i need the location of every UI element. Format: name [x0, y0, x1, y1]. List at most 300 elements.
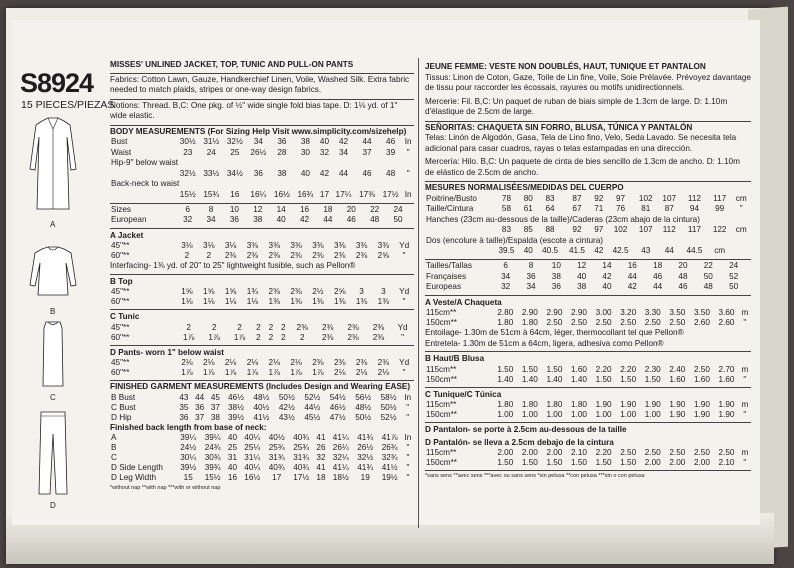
table-cell: 112: [662, 225, 676, 235]
table-cell: m: [741, 400, 749, 410]
table-cell: 36: [551, 282, 561, 292]
yardage-view-heading: C Tunic: [110, 312, 140, 322]
table-cell: [746, 272, 751, 283]
table-cell: 32¼: [332, 453, 349, 463]
table-cell: 1.60: [669, 374, 686, 384]
table-cell: 58½: [380, 392, 397, 402]
table-cell: 2.50: [693, 448, 710, 458]
table-row: [425, 308, 751, 318]
table-cell: 2: [256, 322, 261, 332]
view-a-jacket-drawing: [28, 115, 78, 215]
row-label: 150cm**: [426, 318, 457, 328]
table-cell: 1.00: [620, 410, 637, 420]
table-cell: 40: [227, 433, 238, 443]
row-label: Hanches (23cm au-dessous de la taille)/Caderas (23cm abajo de la cintura): [426, 214, 700, 224]
table-cell: 1.50: [595, 374, 612, 384]
table-cell: 30¾: [204, 453, 221, 463]
table-cell: 50½: [380, 402, 397, 412]
english-column: [110, 60, 414, 492]
table-cell: 1¾: [246, 287, 259, 297]
table-cell: 31: [227, 453, 238, 463]
table-cell: 2.90: [521, 308, 538, 318]
table-cell: 16: [300, 204, 310, 214]
table-cell: 50: [729, 282, 739, 292]
table-cell: 1⅞: [290, 368, 302, 378]
table-cell: 26¼: [332, 443, 349, 453]
table-row: [110, 137, 414, 148]
table-cell: 1.50: [546, 364, 563, 374]
table-cell: 12: [577, 261, 587, 271]
table-row: [110, 453, 414, 463]
table-cell: 46½: [228, 392, 244, 402]
table-cell: 107: [662, 193, 677, 203]
row-label: 150cm**: [426, 410, 457, 420]
table-cell: 117: [713, 193, 727, 203]
table-cell: ": [401, 332, 405, 342]
table-cell: 44.5: [686, 246, 703, 256]
row-label: European: [111, 215, 147, 225]
row-label: C Bust: [111, 402, 136, 412]
table-cell: 33½: [203, 168, 220, 178]
table-cell: 92: [594, 193, 604, 203]
table-cell: 37: [210, 402, 220, 412]
table-cell: m: [741, 308, 749, 318]
table-cell: 71: [594, 204, 604, 214]
table-cell: ": [406, 443, 410, 453]
table-cell: 2: [299, 332, 305, 342]
table-cell: 2.30: [644, 364, 661, 374]
table-cell: [410, 205, 414, 216]
table-cell: 38: [210, 412, 220, 422]
yardage-table: [110, 323, 414, 343]
table-cell: 41½: [253, 412, 270, 422]
table-cell: 2½: [312, 287, 324, 297]
table-cell: 102: [638, 193, 653, 203]
table-cell: 83: [545, 193, 555, 203]
row-label: Tailles/Tallas: [426, 261, 472, 271]
table-row: [425, 261, 751, 272]
table-cell: 20: [346, 204, 356, 214]
table-cell: 1.50: [595, 458, 612, 468]
table-cell: 2.10: [718, 458, 735, 468]
yardage-view-heading-es: D Pantalón- se lleva a 2.5cm debajo de la cintura: [425, 437, 614, 447]
table-cell: 40¼: [244, 433, 261, 443]
table-cell: 19: [360, 473, 370, 483]
table-cell: 18: [323, 204, 333, 214]
french-notions-text: Mercerie: Fil. B,C: Un paquet de ruban de biais simple de 1.3cm de large. D: 1.10m d'élastique de 2.5cm de large.: [425, 96, 728, 116]
metric-yardage-section: [425, 298, 751, 472]
table-cell: 28: [277, 147, 287, 157]
body-measurements-heading: BODY MEASUREMENTS (For Sizing Help Visit www.simplicity.com/sizehelp): [110, 126, 407, 136]
table-row: [425, 400, 751, 410]
table-row: [110, 358, 414, 368]
view-label-c: C: [50, 393, 56, 402]
table-cell: 2⅜: [347, 322, 359, 332]
table-cell: 44: [664, 246, 674, 256]
french-spanish-column: [425, 62, 751, 480]
table-cell: 34½: [226, 168, 243, 178]
table-cell: 1.40: [571, 374, 587, 384]
table-cell: 39¾: [204, 463, 221, 473]
table-cell: 16: [227, 473, 238, 483]
table-row: [110, 205, 414, 216]
row-label: 45"**: [111, 358, 130, 368]
table-cell: 32¾: [381, 453, 398, 463]
pieces-count: 15 PIECES/PIEZAS: [21, 99, 115, 111]
finished-measurements-table: [110, 393, 414, 423]
table-cell: 22: [703, 261, 713, 271]
table-cell: 2: [186, 322, 191, 332]
table-cell: 3⅜: [246, 241, 259, 251]
table-cell: 2: [206, 251, 212, 261]
table-cell: [731, 246, 751, 257]
table-cell: 31¾: [268, 453, 285, 463]
table-cell: 2⅝: [334, 287, 346, 297]
table-row: [425, 194, 751, 205]
table-cell: 36: [195, 402, 205, 412]
table-cell: 2⅜: [372, 332, 385, 342]
row-label: D Leg Width: [111, 473, 157, 483]
row-label: 45"**: [111, 287, 130, 297]
table-cell: Yd: [399, 287, 410, 297]
table-cell: 46: [362, 168, 372, 178]
row-label: 45"**: [111, 241, 130, 251]
table-cell: 15½: [179, 189, 196, 199]
table-cell: 34: [526, 282, 536, 292]
table-cell: 1.90: [693, 400, 710, 410]
table-cell: 17¼: [335, 189, 352, 199]
table-cell: 2⅜: [246, 251, 259, 261]
view-c-tunic-drawing: [28, 320, 78, 390]
table-row: [425, 246, 751, 257]
table-cell: 1⅛: [203, 297, 215, 307]
yardage-table: [110, 287, 414, 307]
pattern-envelope: [6, 8, 774, 564]
row-label: [110, 169, 176, 180]
table-cell: 1.50: [497, 458, 514, 468]
table-row: [110, 190, 414, 201]
yardage-view-heading: A Jacket: [110, 230, 144, 240]
table-cell: ": [402, 251, 406, 261]
table-cell: 14: [276, 204, 286, 214]
table-cell: 3⅜: [377, 241, 390, 251]
table-cell: 2⅜: [347, 332, 359, 342]
table-cell: 2.50: [669, 448, 686, 458]
table-cell: 42: [300, 215, 310, 225]
table-cell: 32: [183, 215, 193, 225]
table-cell: 41¼: [332, 463, 349, 473]
table-cell: 97: [594, 225, 604, 235]
table-cell: 2.60: [693, 318, 710, 328]
table-cell: 32½: [357, 453, 374, 463]
table-row: [425, 282, 751, 293]
yardage-view-heading: D Pantalon- se porte à 2.5cm au-dessous de la taille: [425, 425, 627, 435]
row-label: Françaises: [426, 271, 467, 281]
row-label: 115cm**: [426, 364, 457, 374]
table-cell: 22: [370, 204, 380, 214]
table-cell: cm: [714, 246, 726, 256]
table-cell: 76: [615, 204, 626, 214]
table-cell: 36: [229, 215, 239, 225]
row-label: Poitrine/Busto: [426, 193, 477, 203]
table-row: [425, 215, 751, 226]
table-cell: 2.50: [669, 318, 686, 328]
table-cell: 3⅜: [312, 241, 324, 251]
finished-measurements-heading: FINISHED GARMENT MEASUREMENTS (Includes Design and Wearing EASE): [110, 382, 411, 392]
table-cell: 1.50: [521, 458, 538, 468]
table-cell: 17⅜: [359, 189, 376, 199]
table-cell: 20: [678, 261, 688, 271]
table-cell: 26¾: [381, 443, 398, 453]
table-cell: 40: [300, 168, 310, 178]
table-cell: 14: [602, 261, 612, 271]
table-cell: 25¾: [293, 443, 310, 453]
table-cell: 1⅝: [224, 287, 237, 297]
table-cell: 1.00: [497, 410, 514, 420]
table-cell: 8: [208, 204, 214, 214]
table-cell: 3⅛: [224, 241, 237, 251]
table-cell: 26½: [357, 443, 374, 453]
row-label: A: [111, 433, 117, 443]
table-cell: ": [406, 463, 410, 473]
table-cell: 44: [362, 137, 372, 146]
table-row: [110, 251, 414, 261]
table-cell: 1⅝: [181, 287, 193, 297]
table-cell: 2.00: [693, 458, 710, 468]
table-cell: 2⅜: [312, 358, 324, 368]
table-cell: 25: [227, 443, 238, 453]
table-cell: 1⅜: [355, 297, 368, 307]
table-cell: Yd: [397, 322, 408, 332]
table-cell: 1⅜: [334, 297, 346, 307]
table-cell: 2.00: [497, 448, 514, 458]
table-cell: 1⅜: [290, 297, 302, 307]
table-cell: ": [743, 374, 747, 384]
table-cell: 2.20: [620, 364, 637, 374]
table-cell: 2⅜: [377, 358, 390, 368]
row-label: D Side Length: [111, 463, 163, 473]
table-cell: 1.00: [521, 410, 538, 420]
table-cell: 1.60: [718, 374, 735, 384]
table-cell: 1.80: [521, 400, 538, 410]
yardage-view-heading: C Tunique/C Túnica: [425, 389, 502, 399]
table-row: [425, 448, 751, 458]
table-cell: 3.20: [620, 308, 637, 318]
table-cell: 97: [615, 193, 626, 203]
table-cell: 48½: [253, 392, 270, 402]
nap-footnote: *without nap **with nap ***with or without nap: [110, 485, 221, 492]
table-cell: 40¾: [293, 463, 310, 473]
table-cell: 40½: [253, 402, 270, 412]
table-cell: 30¼: [180, 453, 197, 463]
table-row: [425, 410, 751, 420]
table-cell: 88: [545, 225, 555, 235]
table-cell: 17: [272, 473, 282, 483]
table-cell: 56½: [355, 392, 372, 402]
table-row: [110, 323, 414, 333]
table-cell: 2.90: [571, 308, 587, 318]
table-cell: 2⅛: [246, 358, 259, 368]
table-cell: 41: [316, 463, 326, 473]
table-cell: 1⅜: [377, 297, 390, 307]
interfacing-note: Entoilage- 1.30m de 51cm à 64cm, léger, thermocollant tel que Pellon®: [425, 328, 684, 338]
table-cell: 43½: [278, 412, 295, 422]
table-cell: 50½: [278, 392, 295, 402]
table-cell: ": [406, 412, 410, 422]
table-cell: 16½: [244, 473, 261, 483]
table-cell: 3: [359, 287, 364, 297]
table-cell: 2.70: [718, 364, 735, 374]
table-row: [110, 463, 414, 473]
table-row: [110, 333, 414, 343]
table-row: [425, 458, 751, 468]
french-title: JEUNE FEMME: VESTE NON DOUBLÉS, HAUT, TUNIQUE ET PANTALON: [425, 62, 706, 71]
row-label: 60"**: [111, 251, 130, 261]
body-measurements-table: [110, 137, 414, 201]
table-cell: 87: [664, 204, 674, 214]
table-cell: 16¾: [297, 189, 314, 199]
table-row: [110, 403, 414, 413]
table-cell: [746, 282, 751, 293]
table-cell: 1.90: [669, 400, 686, 410]
row-label: Bust: [111, 137, 128, 146]
spanish-title: SEÑORITAS: CHAQUETA SIN FORRO, BLUSA, TÚNICA Y PANTALÓN: [425, 122, 693, 132]
table-cell: 1⅛: [224, 297, 237, 307]
table-cell: 2.50: [546, 318, 563, 328]
yardage-table: [110, 358, 414, 378]
table-cell: 34: [338, 147, 349, 157]
table-cell: 15½: [204, 473, 221, 483]
back-length-heading: Finished back length from base of neck:: [110, 422, 267, 432]
table-cell: 50: [393, 215, 403, 225]
table-cell: In: [404, 392, 412, 402]
table-cell: 39½: [180, 463, 197, 473]
table-row: [110, 241, 414, 251]
table-cell: 17½: [382, 189, 399, 199]
table-cell: 32½: [179, 168, 196, 178]
table-cell: 38: [577, 282, 587, 292]
table-cell: 23: [183, 147, 193, 157]
table-cell: 2⅜: [290, 251, 302, 261]
table-cell: 48½: [355, 402, 372, 412]
table-cell: [746, 261, 751, 272]
table-cell: 44½: [304, 402, 321, 412]
table-cell: 1.90: [644, 400, 661, 410]
table-row: [425, 365, 751, 375]
table-cell: 61: [523, 204, 533, 214]
table-cell: 10: [229, 204, 239, 214]
yardage-section: [110, 231, 414, 382]
table-cell: 8: [528, 261, 534, 271]
table-cell: 78: [501, 193, 512, 203]
table-cell: ": [406, 147, 410, 157]
table-cell: 2⅜: [334, 358, 346, 368]
metric-nap-footnote: *sans sens **avec sens ***avec ou sans sens *sin pelusa **con pelusa ***sin o con pelusa: [425, 473, 645, 480]
table-cell: 41¼: [332, 433, 349, 443]
table-cell: 25¼: [244, 443, 261, 453]
table-cell: 16: [627, 261, 637, 271]
table-cell: 3⅛: [203, 241, 215, 251]
table-cell: 1.50: [571, 458, 587, 468]
metric-measurements-table: [425, 194, 751, 258]
row-label: Taille/Cintura: [426, 204, 474, 214]
table-cell: 40½: [268, 433, 285, 443]
table-cell: 43: [179, 392, 189, 402]
table-row: [110, 413, 414, 423]
table-cell: 80: [523, 193, 533, 203]
table-cell: 41½: [381, 463, 398, 473]
table-cell: 30: [300, 147, 310, 157]
table-cell: 3.30: [644, 308, 661, 318]
table-cell: 39¼: [180, 433, 197, 443]
column-divider: [418, 58, 419, 528]
table-cell: 18: [316, 473, 326, 483]
row-label: Sizes: [111, 204, 132, 214]
yardage-table: [425, 448, 751, 468]
table-cell: 2: [237, 322, 242, 332]
table-cell: m: [741, 364, 749, 374]
row-label: 115cm**: [426, 308, 457, 318]
table-cell: 47½: [329, 412, 346, 422]
table-cell: 2⅜: [290, 287, 302, 297]
table-cell: cm: [735, 225, 747, 235]
view-b-top-drawing: [28, 245, 78, 300]
table-cell: 48: [370, 215, 380, 225]
table-cell: 2.00: [546, 448, 563, 458]
table-cell: 16¼: [250, 189, 267, 199]
interfacing-note: Interfacing- 1⅜ yd. of 20" to 25" lightweight fusible, such as Pellon®: [110, 261, 356, 271]
table-cell: 1.80: [497, 400, 514, 410]
table-cell: 38: [300, 137, 310, 146]
table-cell: 2⅛: [203, 358, 215, 368]
pattern-number: S8924: [20, 68, 94, 98]
row-label: 45"**: [111, 322, 130, 332]
row-label: 150cm**: [426, 458, 457, 468]
table-cell: 38: [253, 215, 263, 225]
row-label: [110, 190, 176, 201]
table-cell: 3⅜: [268, 241, 280, 251]
table-cell: 26: [316, 443, 326, 453]
table-cell: 16: [230, 189, 240, 199]
table-cell: ": [406, 473, 410, 483]
table-cell: 24¾: [204, 443, 221, 453]
table-cell: 2⅛: [377, 368, 390, 378]
table-cell: In: [404, 433, 412, 443]
row-label: 60"**: [111, 332, 130, 342]
table-cell: 32: [501, 282, 511, 292]
table-cell: 3⅜: [334, 241, 346, 251]
table-cell: 24: [206, 147, 216, 157]
table-cell: 46: [678, 282, 688, 292]
table-cell: 2⅛: [334, 368, 346, 378]
table-cell: 1.00: [571, 410, 587, 420]
table-cell: 44: [627, 271, 637, 281]
table-cell: 2: [268, 332, 274, 342]
metric-measurements-heading: MESURES NORMALISÉES/MEDIDAS DEL CUERPO: [425, 183, 624, 192]
yardage-view-heading: A Veste/A Chaqueta: [425, 297, 502, 307]
table-cell: 6: [185, 204, 190, 214]
table-cell: ": [402, 368, 406, 378]
table-cell: ": [406, 402, 410, 412]
table-row: [425, 204, 751, 215]
table-row: [425, 272, 751, 283]
table-cell: 35: [179, 402, 189, 412]
table-cell: 41.5: [568, 246, 585, 256]
table-cell: 87: [572, 193, 582, 203]
table-cell: 48: [703, 282, 713, 292]
table-cell: 2.50: [620, 448, 637, 458]
table-cell: 40: [227, 463, 238, 473]
